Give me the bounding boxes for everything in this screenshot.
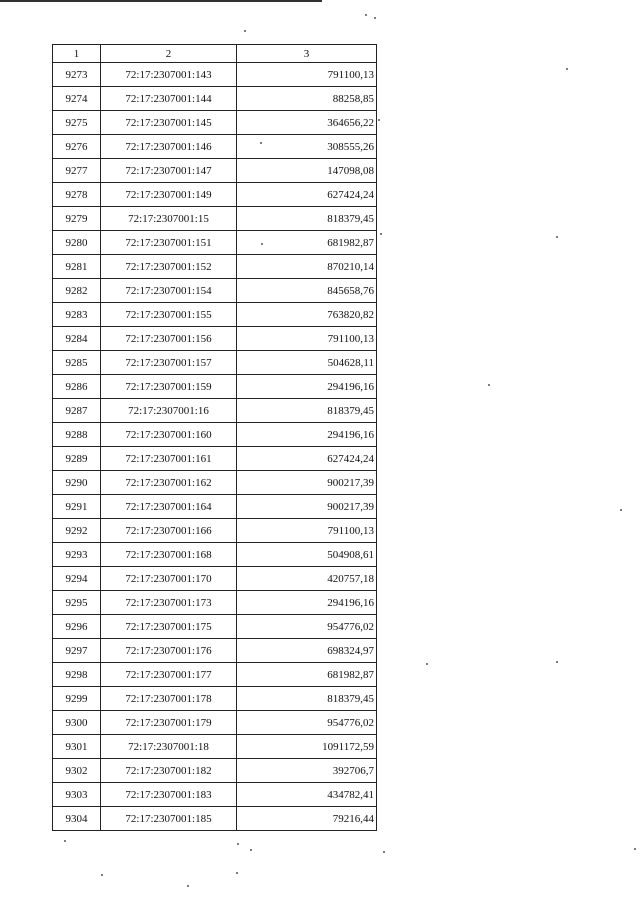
table-row <box>53 735 377 759</box>
cadastral-number: 72:17:2307001:177 <box>101 663 237 687</box>
scan-speck <box>383 851 385 853</box>
table-row <box>53 471 377 495</box>
cadastral-number: 72:17:2307001:175 <box>101 615 237 639</box>
table-row <box>53 255 377 279</box>
scan-speck <box>187 885 189 887</box>
row-number: 9284 <box>53 327 101 351</box>
row-number: 9281 <box>53 255 101 279</box>
cadastral-value: 900217,39 <box>237 495 377 519</box>
cadastral-value: 818379,45 <box>237 399 377 423</box>
cadastral-number: 72:17:2307001:185 <box>101 807 237 831</box>
row-number: 9291 <box>53 495 101 519</box>
row-number: 9300 <box>53 711 101 735</box>
row-number: 9285 <box>53 351 101 375</box>
scan-speck <box>556 236 558 238</box>
scan-speck <box>426 663 428 665</box>
row-number: 9282 <box>53 279 101 303</box>
cadastral-value: 900217,39 <box>237 471 377 495</box>
cadastral-number: 72:17:2307001:149 <box>101 183 237 207</box>
cadastral-number: 72:17:2307001:168 <box>101 543 237 567</box>
scan-speck <box>620 509 622 511</box>
table-row <box>53 759 377 783</box>
row-number: 9299 <box>53 687 101 711</box>
row-number: 9289 <box>53 447 101 471</box>
cadastral-number: 72:17:2307001:170 <box>101 567 237 591</box>
cadastral-value-table <box>52 44 377 831</box>
row-number: 9301 <box>53 735 101 759</box>
row-number: 9277 <box>53 159 101 183</box>
table-row <box>53 495 377 519</box>
row-number: 9290 <box>53 471 101 495</box>
scan-speck <box>374 17 376 19</box>
cadastral-number: 72:17:2307001:147 <box>101 159 237 183</box>
cadastral-value: 870210,14 <box>237 255 377 279</box>
row-number: 9295 <box>53 591 101 615</box>
row-number: 9292 <box>53 519 101 543</box>
table-row <box>53 87 377 111</box>
row-number: 9296 <box>53 615 101 639</box>
cadastral-number: 72:17:2307001:15 <box>101 207 237 231</box>
cadastral-number: 72:17:2307001:160 <box>101 423 237 447</box>
table-row <box>53 399 377 423</box>
cadastral-value: 698324,97 <box>237 639 377 663</box>
cadastral-value: 504908,61 <box>237 543 377 567</box>
cadastral-number: 72:17:2307001:183 <box>101 783 237 807</box>
cadastral-value: 791100,13 <box>237 327 377 351</box>
scan-speck <box>488 384 490 386</box>
scan-speck <box>101 874 103 876</box>
row-number: 9276 <box>53 135 101 159</box>
cadastral-value: 627424,24 <box>237 183 377 207</box>
row-number: 9274 <box>53 87 101 111</box>
row-number: 9286 <box>53 375 101 399</box>
table-row <box>53 279 377 303</box>
table-row <box>53 519 377 543</box>
cadastral-value: 845658,76 <box>237 279 377 303</box>
cadastral-number: 72:17:2307001:166 <box>101 519 237 543</box>
table-row <box>53 303 377 327</box>
cadastral-number: 72:17:2307001:176 <box>101 639 237 663</box>
table-row <box>53 447 377 471</box>
row-number: 9304 <box>53 807 101 831</box>
cadastral-value: 504628,11 <box>237 351 377 375</box>
row-number: 9288 <box>53 423 101 447</box>
cadastral-number: 72:17:2307001:156 <box>101 327 237 351</box>
table-row <box>53 639 377 663</box>
scan-speck <box>244 30 246 32</box>
cadastral-number: 72:17:2307001:16 <box>101 399 237 423</box>
table-row <box>53 159 377 183</box>
cadastral-number: 72:17:2307001:157 <box>101 351 237 375</box>
cadastral-number: 72:17:2307001:146 <box>101 135 237 159</box>
row-number: 9294 <box>53 567 101 591</box>
table-row <box>53 783 377 807</box>
table-row <box>53 543 377 567</box>
header-col-1: 1 <box>53 45 101 63</box>
table-row <box>53 183 377 207</box>
top-rule <box>0 0 322 2</box>
table-row <box>53 663 377 687</box>
cadastral-value: 308555,26 <box>237 135 377 159</box>
cadastral-number: 72:17:2307001:178 <box>101 687 237 711</box>
row-number: 9273 <box>53 63 101 87</box>
scan-speck <box>566 68 568 70</box>
scan-speck <box>380 233 382 235</box>
table-row <box>53 423 377 447</box>
row-number: 9302 <box>53 759 101 783</box>
header-col-2: 2 <box>101 45 237 63</box>
row-number: 9293 <box>53 543 101 567</box>
scan-speck <box>64 840 66 842</box>
scan-speck <box>237 843 239 845</box>
cadastral-number: 72:17:2307001:179 <box>101 711 237 735</box>
table-row <box>53 111 377 135</box>
table-row <box>53 807 377 831</box>
cadastral-value: 147098,08 <box>237 159 377 183</box>
cadastral-value: 294196,16 <box>237 423 377 447</box>
cadastral-value: 392706,7 <box>237 759 377 783</box>
header-col-3: 3 <box>237 45 377 63</box>
table-row <box>53 375 377 399</box>
cadastral-number: 72:17:2307001:173 <box>101 591 237 615</box>
cadastral-value: 954776,02 <box>237 615 377 639</box>
cadastral-value: 434782,41 <box>237 783 377 807</box>
cadastral-value: 364656,22 <box>237 111 377 135</box>
row-number: 9279 <box>53 207 101 231</box>
cadastral-value: 791100,13 <box>237 519 377 543</box>
cadastral-number: 72:17:2307001:143 <box>101 63 237 87</box>
table-row <box>53 687 377 711</box>
cadastral-number: 72:17:2307001:144 <box>101 87 237 111</box>
scan-speck <box>365 14 367 16</box>
scan-speck <box>378 119 380 121</box>
table-row <box>53 615 377 639</box>
cadastral-value: 818379,45 <box>237 207 377 231</box>
table-row <box>53 327 377 351</box>
cadastral-value: 791100,13 <box>237 63 377 87</box>
table-row <box>53 711 377 735</box>
cadastral-number: 72:17:2307001:162 <box>101 471 237 495</box>
table-row <box>53 351 377 375</box>
cadastral-value: 627424,24 <box>237 447 377 471</box>
row-number: 9283 <box>53 303 101 327</box>
table-row <box>53 231 377 255</box>
table-row <box>53 63 377 87</box>
cadastral-number: 72:17:2307001:155 <box>101 303 237 327</box>
cadastral-number: 72:17:2307001:154 <box>101 279 237 303</box>
cadastral-number: 72:17:2307001:145 <box>101 111 237 135</box>
table-body <box>53 63 377 831</box>
cadastral-number: 72:17:2307001:159 <box>101 375 237 399</box>
row-number: 9278 <box>53 183 101 207</box>
cadastral-number: 72:17:2307001:164 <box>101 495 237 519</box>
cadastral-number: 72:17:2307001:152 <box>101 255 237 279</box>
cadastral-value: 763820,82 <box>237 303 377 327</box>
row-number: 9297 <box>53 639 101 663</box>
table-row <box>53 135 377 159</box>
cadastral-value: 681982,87 <box>237 231 377 255</box>
table-row <box>53 591 377 615</box>
cadastral-value: 1091172,59 <box>237 735 377 759</box>
row-number: 9280 <box>53 231 101 255</box>
cadastral-value: 88258,85 <box>237 87 377 111</box>
cadastral-value: 79216,44 <box>237 807 377 831</box>
cadastral-value: 954776,02 <box>237 711 377 735</box>
scan-speck <box>250 849 252 851</box>
scan-speck <box>556 661 558 663</box>
row-number: 9303 <box>53 783 101 807</box>
cadastral-number: 72:17:2307001:151 <box>101 231 237 255</box>
cadastral-value: 818379,45 <box>237 687 377 711</box>
cadastral-number: 72:17:2307001:161 <box>101 447 237 471</box>
table-row <box>53 567 377 591</box>
cadastral-value: 294196,16 <box>237 375 377 399</box>
scan-speck <box>236 872 238 874</box>
cadastral-number: 72:17:2307001:182 <box>101 759 237 783</box>
table-row <box>53 207 377 231</box>
row-number: 9287 <box>53 399 101 423</box>
table-header-row <box>53 45 377 63</box>
cadastral-value: 294196,16 <box>237 591 377 615</box>
row-number: 9275 <box>53 111 101 135</box>
cadastral-number: 72:17:2307001:18 <box>101 735 237 759</box>
cadastral-value: 681982,87 <box>237 663 377 687</box>
scan-speck <box>634 848 636 850</box>
cadastral-value: 420757,18 <box>237 567 377 591</box>
row-number: 9298 <box>53 663 101 687</box>
